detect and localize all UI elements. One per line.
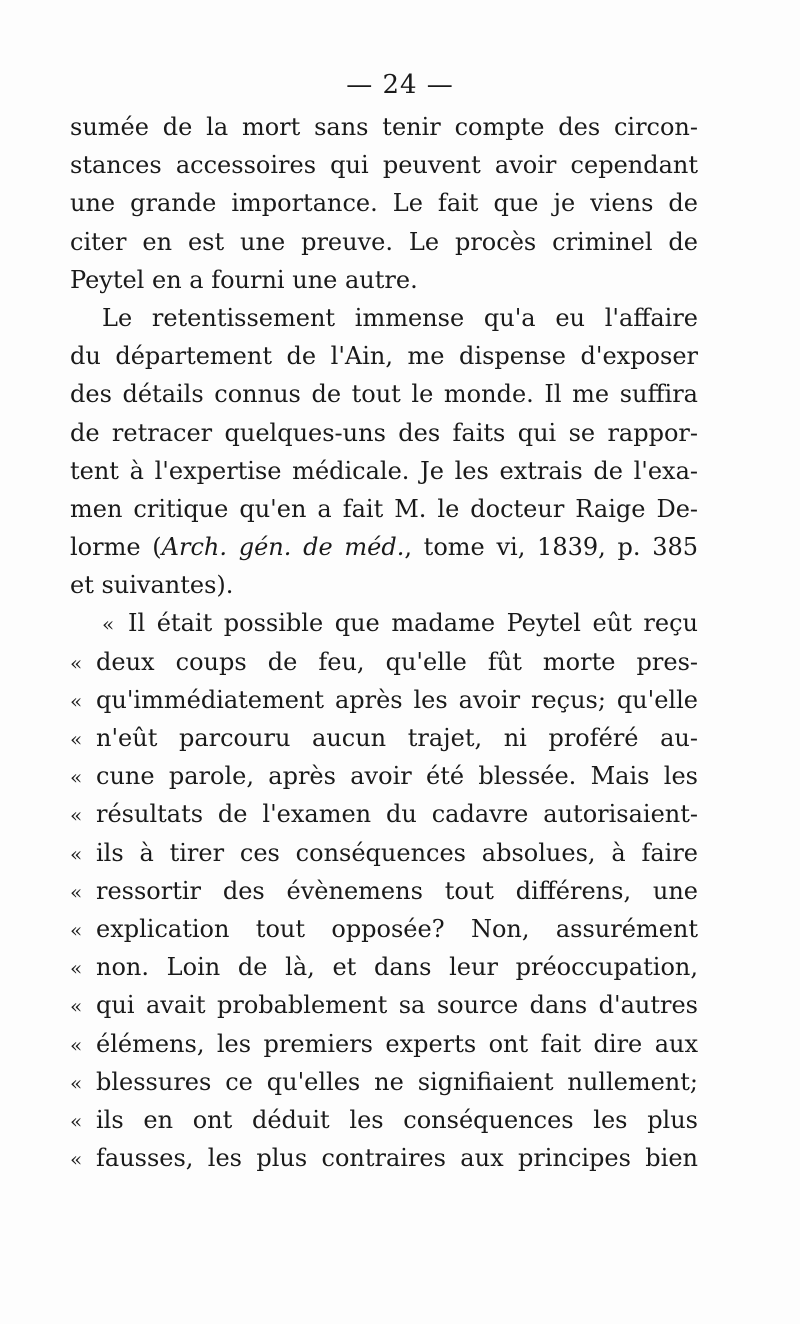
text-line: des détails connus de tout le monde. Il me suffira [70, 380, 698, 409]
quote-mark: « [70, 650, 83, 675]
journal-title: Arch. gén. de méd. [161, 533, 405, 562]
quote-mark: « [70, 765, 83, 790]
quote-line: « non. Loin de là, et dans leur préoccupation, [70, 948, 698, 986]
quote-mark: « [70, 803, 83, 828]
quote-line: « qui avait probablement sa source dans d'autres [70, 986, 698, 1024]
quote-mark: « [70, 1032, 83, 1057]
quote-line: « blessures ce qu'elles ne signifiaient nullement; [70, 1063, 698, 1101]
text-line: Le retentissement immense qu'a eu l'affaire [102, 303, 698, 332]
quote-mark: « [70, 727, 83, 751]
quote-line: « ils à tirer ces conséquences absolues, à faire [70, 834, 698, 872]
quote-mark: « [70, 688, 83, 713]
quote-mark: « [70, 994, 83, 1019]
text-line: sumée de la mort sans tenir compte des circon- [70, 113, 698, 141]
quote-line: « ils en ont déduit les conséquences les plus [70, 1101, 698, 1139]
text-line: stances accessoires qui peuvent avoir cependant [70, 151, 698, 180]
quote-mark: « [70, 879, 83, 904]
quote-mark: « [70, 1147, 83, 1172]
quote-line: « cune parole, après avoir été blessée. Mais les [70, 757, 698, 795]
quote-mark: « [70, 1070, 83, 1095]
quote-mark: « [70, 956, 83, 981]
quote-line: « n'eût parcouru aucun trajet, ni proféré au- [70, 719, 698, 757]
quote-mark: « [70, 917, 83, 942]
text-line: une grande importance. Le fait que je viens de [70, 189, 698, 218]
quote-line: « élémens, les premiers experts ont fait dire aux [70, 1025, 698, 1063]
quote-mark: « [70, 1108, 83, 1133]
text-line: men critique qu'en a fait M. le docteur Raige De- [70, 494, 698, 523]
quote-line: « Il était possible que madame Peytel eût reçu [70, 604, 698, 642]
quote-line: « ressortir des évènemens tout différens, une [70, 872, 698, 910]
text-line: de retracer quelques-uns des faits qui se rappor- [70, 418, 698, 447]
quote-line: « résultats de l'examen du cadavre autorisaient- [70, 795, 698, 833]
body-text [70, 108, 698, 1177]
text-line: du département de l'Ain, me dispense d'exposer [70, 342, 698, 371]
quote-mark: « [102, 612, 115, 637]
text-line: Peytel en a fourni une autre. [70, 265, 418, 294]
quote-mark: « [70, 841, 83, 866]
quote-line: « qu'immédiatement après les avoir reçus; qu'elle [70, 681, 698, 719]
quote-line: « fausses, les plus contraires aux principes bien [70, 1139, 698, 1177]
text-line-citation: lorme (Arch. gén. de méd., tome vi, 1839, p. 385 [70, 533, 698, 562]
text-line: et suivantes). [70, 571, 234, 600]
quote-line: « explication tout opposée? Non, assurément [70, 910, 698, 948]
quote-line: « deux coups de feu, qu'elle fût morte pres- [70, 643, 698, 681]
page-number: — 24 — [346, 70, 454, 100]
text-line: tent à l'expertise médicale. Je les extrais de l'exa- [70, 456, 698, 485]
text-line: citer en est une preuve. Le procès criminel de [70, 227, 698, 256]
